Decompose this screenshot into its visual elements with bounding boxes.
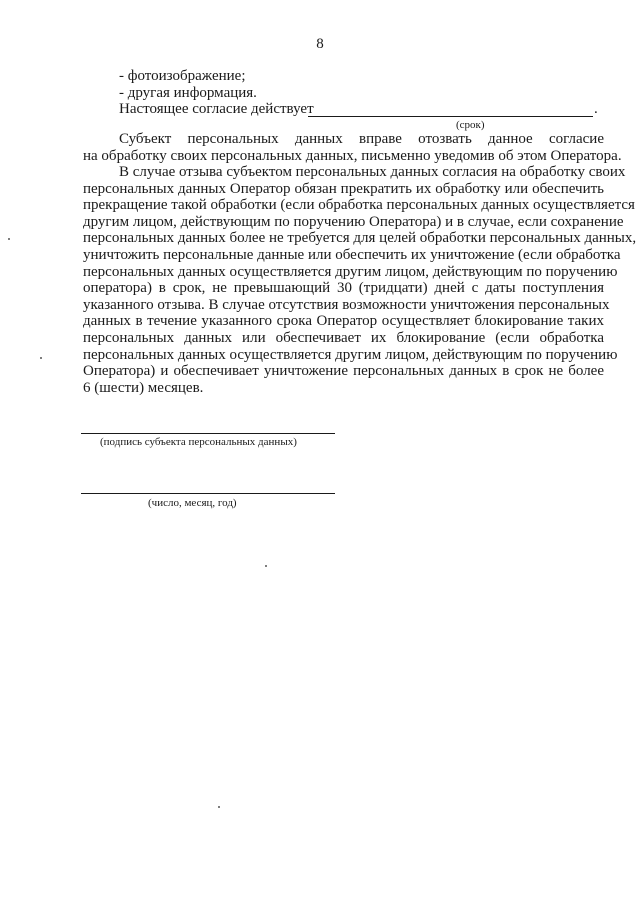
date-line (81, 493, 335, 494)
consent-term-label: Настоящее согласие действует (119, 101, 314, 117)
paragraph-line: Субъект персональных данных вправе отозвать данное согласие (119, 131, 604, 147)
paragraph-line: персональных данных Оператор обязан прекратить их обработку или обеспечить (83, 180, 604, 197)
paragraph-line: указанного отзыва. В случае отсутствия возможности уничтожения персональных (83, 296, 610, 313)
paragraph-line: прекращение такой обработки (если обработка персональных данных осуществляется (83, 197, 635, 214)
signature-caption: (подпись субъекта персональных данных) (100, 436, 297, 448)
paragraph-line: 6 (шести) месяцев. (83, 379, 204, 396)
paragraph-line: уничтожить персональные данные или обеспечить их уничтожение (если обработка (83, 246, 621, 263)
date-caption: (число, месяц, год) (148, 497, 237, 509)
paragraph-revocation-right (83, 131, 622, 164)
paragraph-line: оператора) в срок, не превышающий 30 (тридцати) дней с даты поступления (83, 280, 604, 297)
paragraph-line: персональных данных более не требуется для целей обработки персональных данных, (83, 230, 637, 247)
paragraph-line: Оператора) и обеспечивает уничтожение персональных данных в срок не более (83, 363, 604, 380)
paragraph-line: В случае отзыва субъектом персональных данных согласия на обработку своих (119, 164, 626, 180)
paragraph-line: персональных данных или обеспечивает их блокирование (если обработка (83, 329, 604, 346)
consent-term-period: . (594, 101, 598, 117)
paragraph-line: другим лицом, действующим по поручению Оператора) и в случае, если сохранение (83, 213, 624, 230)
signature-line (81, 433, 335, 434)
list-item-photo: - фотоизображение; (119, 68, 246, 84)
paragraph-line: на обработку своих персональных данных, письменно уведомив об этом Оператора. (83, 147, 622, 164)
consent-term-caption: (срок) (456, 119, 485, 131)
paragraph-revocation-consequences (83, 164, 637, 396)
scan-speck (265, 565, 267, 567)
consent-term-blank-line (308, 116, 593, 117)
page-number: 8 (316, 36, 324, 52)
paragraph-line: данных в течение указанного срока Оператор осуществляет блокирование таких (83, 313, 604, 330)
list-item-other-info: - другая информация. (119, 85, 257, 101)
paragraph-line: персональных данных осуществляется другим лицом, действующим по поручению (83, 346, 618, 363)
paragraph-line: персональных данных осуществляется другим лицом, действующим по поручению (83, 263, 618, 280)
scan-speck (40, 357, 42, 359)
scan-speck (8, 238, 10, 240)
scan-speck (218, 806, 220, 808)
